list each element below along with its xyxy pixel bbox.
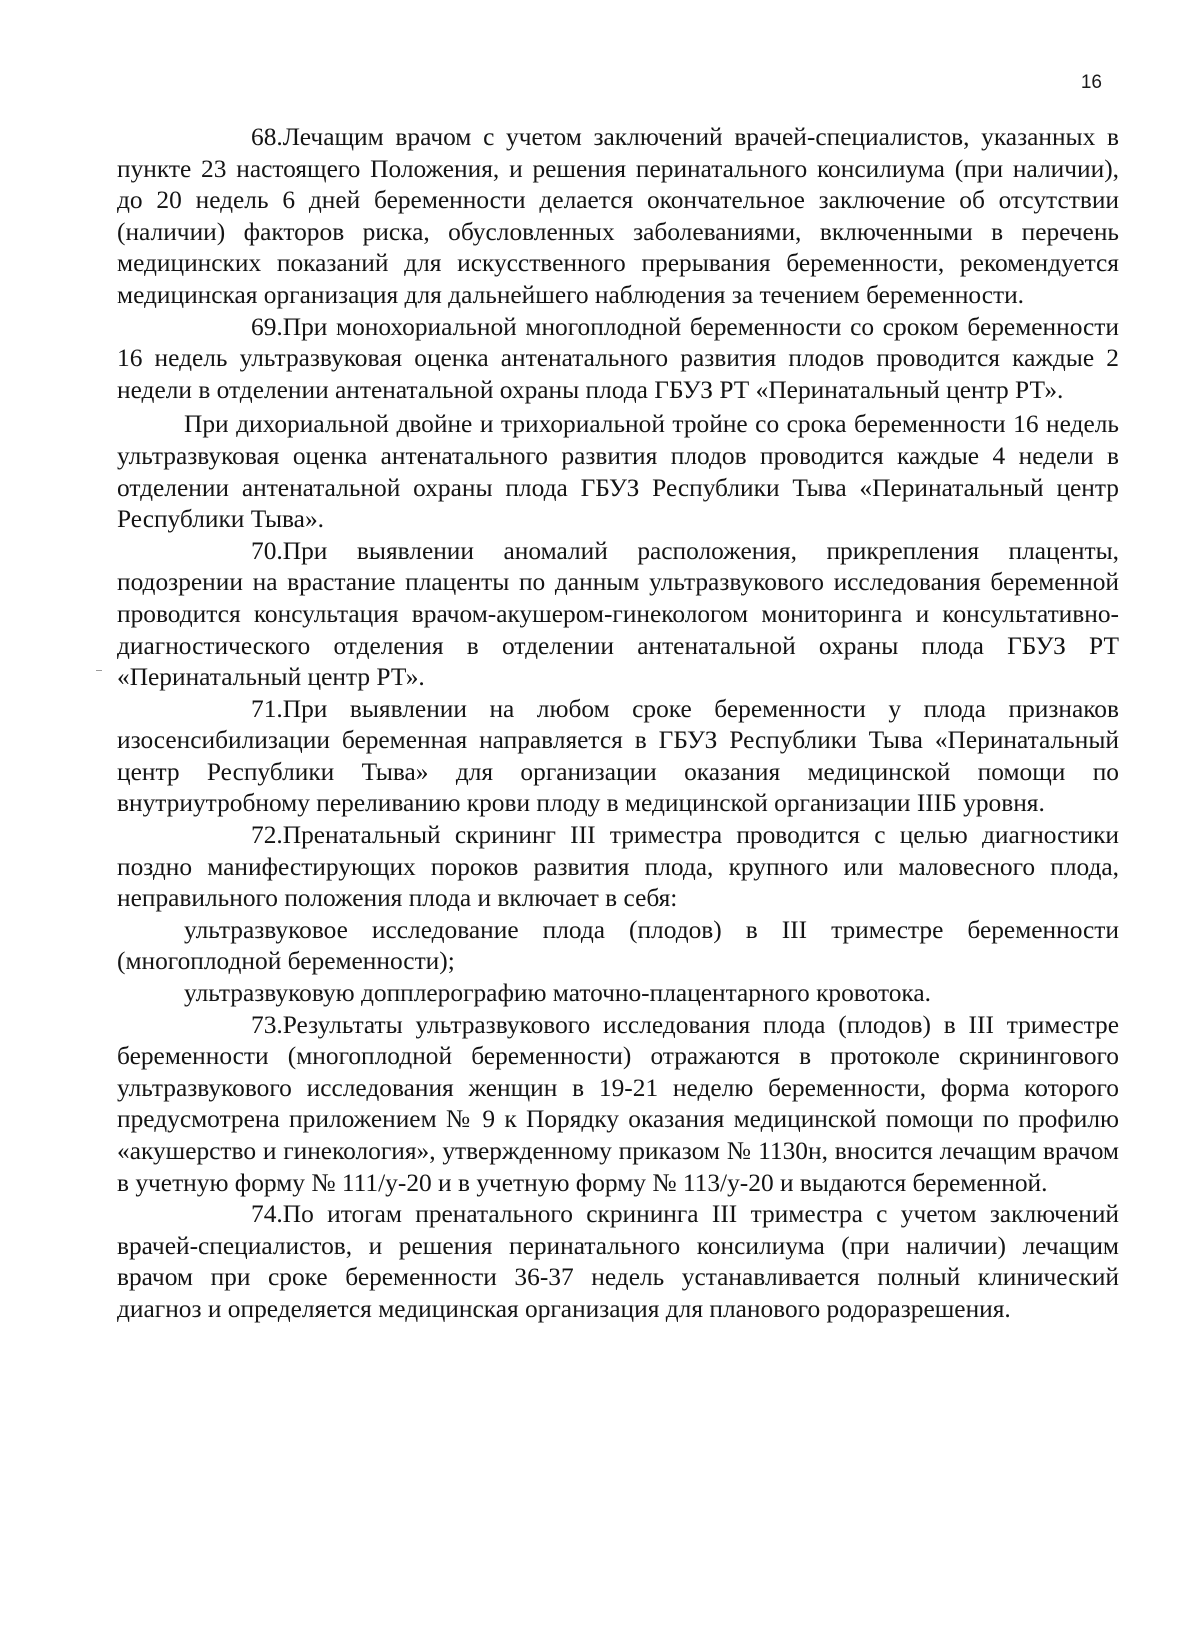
paragraph-number: 72. [251, 821, 283, 850]
paragraph-number: 68. [251, 123, 283, 151]
paragraph-68 [117, 122, 1119, 312]
page-number: 16 [1080, 72, 1102, 93]
paragraph-text: ультразвуковую допплерографию маточно-плацентарного кровотока. [184, 979, 931, 1008]
paragraph-text: При дихориальной двойне и трихориальной тройне со срока беременности 16 недель ультразвуковая оценка антенатального развития плодов проводится каждые 4 недели в отделении антенатальной охраны плода ГБУЗ Республики Тыва «Перинатальный центр Республики Тыва». [117, 410, 1119, 534]
paragraph-74 [117, 1199, 1119, 1325]
paragraph-text: Лечащим врачом с учетом заключений врачей-специалистов, указанных в пункте 23 настоящего Положения, и решения перинатального консилиума (при наличии), до 20 недель 6 дней беременности делается окончательное заключение об отсутствии (наличии) факторов риска, обусловленных заболеваниями, включенными в перечень медицинских показаний для искусственного прерывания беременности, рекомендуется медицинская организация для дальнейшего наблюдения за течением беременности. [117, 123, 1119, 309]
paragraph-text: Пренатальный скрининг III триместра проводится с целью диагностики поздно манифестирующих пороков развития плода, крупного или маловесного плода, неправильного положения плода и включает в себя: [117, 821, 1119, 913]
scan-artifact-mark [96, 670, 102, 671]
paragraph-72-item-1 [117, 915, 1119, 978]
paragraph-73 [117, 1010, 1119, 1200]
paragraph-69 [117, 312, 1119, 407]
paragraph-number: 74. [251, 1200, 283, 1229]
paragraph-72 [117, 820, 1119, 915]
paragraph-69-continuation [117, 409, 1119, 535]
paragraph-71 [117, 694, 1119, 820]
paragraph-text: ультразвуковое исследование плода (плодов) в III триместре беременности (многоплодной беременности); [117, 915, 1119, 976]
paragraph-number: 73. [251, 1010, 283, 1039]
paragraph-text: При выявлении на любом сроке беременности у плода признаков изосенсибилизации беременная направляется в ГБУЗ Республики Тыва «Перинатальный центр Республики Тыва» для организации оказания медицинской помощи по внутриутробному переливанию крови плоду в медицинской организации IIIБ уровня. [117, 694, 1119, 818]
paragraph-text: При монохориальной многоплодной беременности со сроком беременности 16 недель ультразвуковая оценка антенатального развития плодов проводится каждые 2 недели в отделении антенатальной охраны плода ГБУЗ РТ «Перинатальный центр РТ». [117, 312, 1119, 404]
paragraph-number: 69. [251, 312, 283, 341]
paragraph-text: Результаты ультразвукового исследования плода (плодов) в III триместре беременности (многоплодной беременности) отражаются в протоколе скринингового ультразвукового исследования женщин в 19-21 неделю беременности, форма которого предусмотрена приложением № 9 к Порядку оказания медицинской помощи по профилю «акушерство и гинекология», утвержденному приказом № 1130н, вносится лечащим врачом в учетную форму № 111/у-20 и в учетную форму № 113/у-20 и выдаются беременной. [117, 1010, 1119, 1197]
paragraph-number: 70. [251, 536, 283, 565]
paragraph-number: 71. [251, 694, 283, 723]
paragraph-72-item-2 [117, 978, 1119, 1010]
paragraph-text: По итогам пренатального скрининга III триместра с учетом заключений врачей-специалистов, и решения перинатального консилиума (при наличии) лечащим врачом при сроке беременности 36-37 недель устанавливается полный клинический диагноз и определяется медицинская организация для планового родоразрешения. [117, 1200, 1119, 1323]
paragraph-text: При выявлении аномалий расположения, прикрепления плаценты, подозрении на врастание плаценты по данным ультразвукового исследования беременной проводится консультация врачом-акушером-гинекологом мониторинга и консультативно-диагностического отделения в отделении антенатальной охраны плода ГБУЗ РТ «Перинатальный центр РТ». [117, 536, 1119, 692]
document-body [117, 122, 1119, 1326]
paragraph-70 [117, 536, 1119, 694]
